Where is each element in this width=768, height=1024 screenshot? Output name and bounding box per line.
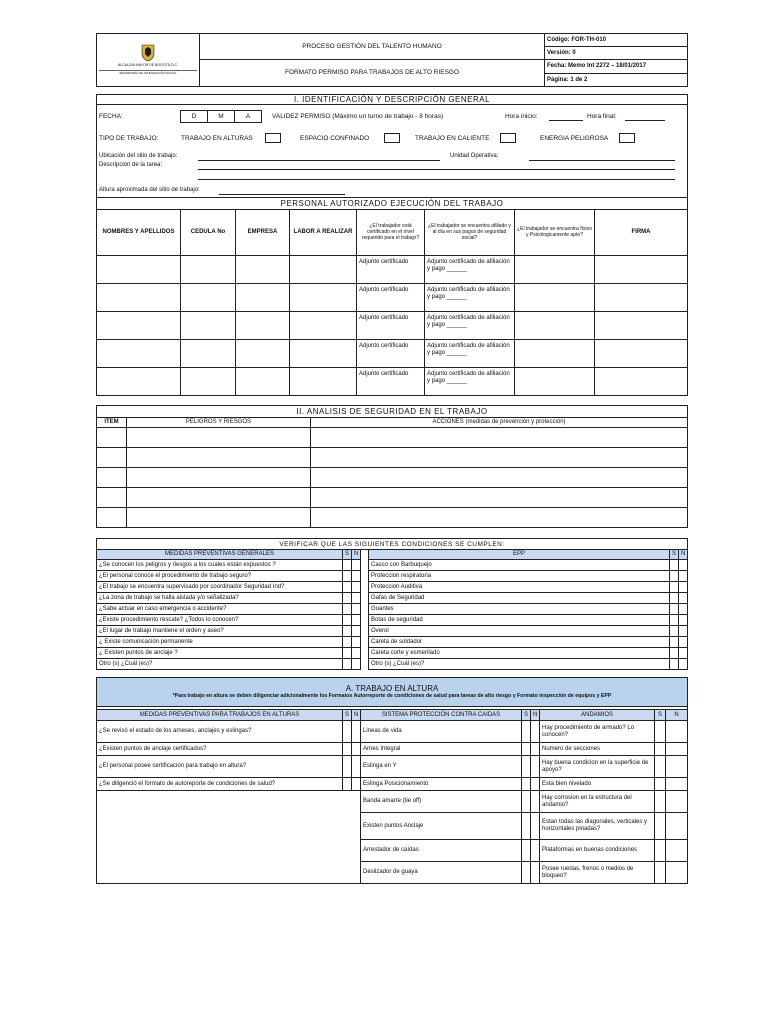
acciones-cell[interactable] [311,508,688,528]
s-check[interactable] [655,791,666,813]
form-page [96,33,688,898]
n-header: N [666,710,688,721]
section1-title: I. IDENTIFICACIÓN Y DESCRIPCIÓN GENERAL [96,94,688,105]
date-boxes[interactable] [180,110,262,123]
verify-row [97,604,688,615]
s-check[interactable] [522,743,531,756]
epp-item: Otro (s) ¿Cuál (es)? [369,659,670,670]
col-cedula: CEDULA No [181,210,236,256]
descripcion-field-2[interactable] [198,179,675,180]
n-check[interactable] [666,778,688,791]
s-check[interactable] [522,721,531,743]
n-check[interactable] [352,637,361,648]
s-check[interactable] [343,648,352,659]
medida-general: ¿La zona de trabajo se halla aislada y/o señalizada? [97,593,343,604]
n-header: N [678,550,687,560]
s-check[interactable] [343,721,352,743]
n-check[interactable] [352,582,361,593]
nombres-cell[interactable] [97,284,181,312]
certificado-cell[interactable]: Adjunto certificado [357,340,425,368]
afiliacion-cell[interactable]: Adjunto certificado de afiliación y pago ______ [425,368,515,396]
identification-block [96,105,688,197]
personal-table [96,197,688,396]
sistema-item: Arnes Integral [361,743,522,756]
validez-label: VALIDEZ PERMISO (Máximo un turno de trabajo - 8 horas) [272,113,444,120]
date-cell: Fecha: Memo Int 2272 – 18/01/2017 [545,60,688,74]
year-box[interactable]: A [245,113,251,120]
n-check[interactable] [666,743,688,756]
n-check[interactable] [352,648,361,659]
apto-cell[interactable] [515,368,595,396]
peligros-cell[interactable] [127,448,311,468]
s-check[interactable] [522,862,531,884]
item-cell[interactable] [97,488,127,508]
altura-medidas-header: MEDIDAS PREVENTIVAS PARA TRABAJOS EN ALTURAS [97,710,343,721]
item-cell[interactable] [97,508,127,528]
andamio-item: Hay buena condicion en la superficie de apoyo? [540,756,655,778]
s-check[interactable] [343,593,352,604]
certificado-cell[interactable]: Adjunto certificado [357,312,425,340]
hora-final-label: Hora final: [587,113,617,120]
apto-cell[interactable] [515,256,595,284]
afiliacion-cell[interactable]: Adjunto certificado de afiliación y pago ______ [425,256,515,284]
ubicacion-label: Ubicación del sitio de trabajo: [99,153,178,159]
n-check[interactable] [531,721,540,743]
n-check[interactable] [666,813,688,840]
n-check[interactable] [352,743,361,756]
altura-row [97,756,688,778]
col-labor: LABOR A REALIZAR [290,210,357,256]
verify-row [97,659,688,670]
version-cell: Versión: 0 [545,47,688,60]
medida-general: ¿ Existe comunicación permanente [97,637,343,648]
epp-item: Botas de seguridad [369,615,670,626]
altura-medida: ¿Existen puntos de anclaje certificados? [97,743,343,756]
n-check[interactable] [666,791,688,813]
energia-checkbox[interactable] [619,133,635,143]
n-check[interactable] [678,648,687,659]
certificado-cell[interactable]: Adjunto certificado [357,284,425,312]
descripcion-label: Descripción de la tarea: [99,162,163,168]
altura-table [96,677,688,884]
col-item: ITEM [97,418,127,428]
personal-row [97,312,688,340]
n-check[interactable] [678,615,687,626]
item-cell[interactable] [97,468,127,488]
certificado-cell[interactable]: Adjunto certificado [357,368,425,396]
analisis-row [97,508,688,528]
n-check[interactable] [531,743,540,756]
verify-row [97,571,688,582]
sistema-header: SISTEMA PROTECCIÓN CONTRA CAIDAS [361,710,522,721]
personal-title: PERSONAL AUTORIZADO EJECUCIÓN DEL TRABAJO [97,198,688,210]
section2-title: II. ANALISIS DE SEGURIDAD EN EL TRABAJO [97,406,688,418]
s-check[interactable] [669,648,678,659]
labor-cell[interactable] [290,312,357,340]
epp-item: Proteccion Auditiva [369,582,670,593]
epp-item: Careta de soldador [369,637,670,648]
s-check[interactable] [655,778,666,791]
cedula-cell[interactable] [181,340,236,368]
nombres-cell[interactable] [97,312,181,340]
format-title: FORMATO PERMISO PARA TRABAJOS DE ALTO RIESGO [200,60,545,87]
n-check[interactable] [531,862,540,884]
medidas-generales-header: MEDIDAS PREVENTIVAS GENERALES [97,550,343,560]
s-check[interactable] [343,659,352,670]
medida-general: ¿Se conocen los peligros y riesgos a los cuales están expuestos ? [97,560,343,571]
col-empresa: EMPRESA [236,210,290,256]
altura-label: Altura aproximada del sitio de trabajo: [99,187,200,193]
peligros-cell[interactable] [127,508,311,528]
s-check[interactable] [669,604,678,615]
medida-general: ¿Existe procedimiento rescate? ¿Todos lo conocen? [97,615,343,626]
afiliacion-cell[interactable]: Adjunto certificado de afiliación y pago ______ [425,284,515,312]
n-check[interactable] [531,813,540,840]
form-header [96,33,688,87]
peligros-cell[interactable] [127,428,311,448]
hora-inicio-field[interactable] [549,120,583,121]
s-check[interactable] [655,840,666,862]
s-check[interactable] [522,778,531,791]
n-check[interactable] [666,756,688,778]
n-check[interactable] [352,756,361,778]
n-check[interactable] [352,615,361,626]
altura-row [97,791,688,813]
empresa-cell[interactable] [236,256,290,284]
s-header: S [669,550,678,560]
epp-item: Proteccion respiratoria [369,571,670,582]
n-check[interactable] [531,778,540,791]
altura-title: A. TRABAJO EN ALTURA [345,684,439,694]
empresa-cell[interactable] [236,284,290,312]
n-check[interactable] [531,756,540,778]
col-certificado: ¿El trabajador está certificado en el nivel requerido para el trabajo? [357,210,425,256]
apto-cell[interactable] [515,312,595,340]
fecha-label: FECHA: [99,113,123,120]
analisis-row [97,468,688,488]
labor-cell[interactable] [290,256,357,284]
apto-cell[interactable] [515,340,595,368]
empresa-cell[interactable] [236,340,290,368]
s-check[interactable] [343,582,352,593]
peligros-cell[interactable] [127,468,311,488]
s-check[interactable] [522,791,531,813]
logo-cell [97,34,200,87]
code-cell: Código: FOR-TH-010 [545,34,688,47]
sistema-item: Deslizador de guaya [361,862,522,884]
personal-header-row [97,210,688,256]
col-acciones: ACCIONES (medidas de prevención y protección) [311,418,688,428]
n-check[interactable] [678,626,687,637]
sistema-item: Banda amarre (tie off) [361,791,522,813]
n-check[interactable] [531,791,540,813]
cedula-cell[interactable] [181,312,236,340]
unidad-field[interactable] [529,160,675,161]
n-header: N [352,550,361,560]
verify-row [97,560,688,571]
item-cell[interactable] [97,428,127,448]
hora-inicio-label: Hora inicio: [505,113,538,120]
afiliacion-cell[interactable]: Adjunto certificado de afiliación y pago ______ [425,312,515,340]
firma-cell[interactable] [595,312,688,340]
epp-item: Gafas de Seguridad [369,593,670,604]
s-check[interactable] [343,560,352,571]
descripcion-field-1[interactable] [198,169,675,170]
s-check[interactable] [655,743,666,756]
s-check[interactable] [343,571,352,582]
peligros-cell[interactable] [127,488,311,508]
personal-row [97,368,688,396]
n-check[interactable] [666,840,688,862]
analisis-table [96,405,688,528]
nombres-cell[interactable] [97,340,181,368]
labor-cell[interactable] [290,284,357,312]
medida-general: ¿El lugar de trabajo mantiene el orden y aseo? [97,626,343,637]
verify-row [97,582,688,593]
verify-row [97,593,688,604]
verify-row [97,626,688,637]
s-check[interactable] [343,743,352,756]
analisis-row [97,428,688,448]
n-check[interactable] [678,659,687,670]
col-apto: ¿El trabajador se encuentra físico y Psicologicamente apto? [515,210,595,256]
s-check[interactable] [522,756,531,778]
sistema-item: Eslinga en Y [361,756,522,778]
medida-general: Otro (s) ¿Cuál (es)? [97,659,343,670]
sistema-item: Existen puntos Anclaje [361,813,522,840]
sistema-item: Eslinga Posicionamiento [361,778,522,791]
apto-cell[interactable] [515,284,595,312]
cedula-cell[interactable] [181,284,236,312]
s-check[interactable] [669,593,678,604]
caliente-checkbox[interactable] [500,133,516,143]
epp-item: Casco con Barbuquejo [369,560,670,571]
afiliacion-cell[interactable]: Adjunto certificado de afiliación y pago ______ [425,340,515,368]
unidad-label: Unidad Operativa: [450,153,499,159]
nombres-cell[interactable] [97,368,181,396]
s-header: S [655,710,666,721]
n-check[interactable] [352,626,361,637]
n-check[interactable] [352,593,361,604]
s-check[interactable] [669,659,678,670]
altura-row [97,743,688,756]
personal-row [97,284,688,312]
acciones-cell[interactable] [311,468,688,488]
andamio-item: Hay corrosion en la estructura del andamio? [540,791,655,813]
altura-note: *Para trabajo en altura se deben diligenciar adicionalmente los Formatos Autorreporte de condiciones de salud para tareas de alto riesgo y Formato inspección de equipos y EPP [172,693,612,700]
andamio-item: Hay procedimiento de armado? Lo conocen? [540,721,655,743]
personal-row [97,340,688,368]
sistema-item: Lineas de vida [361,721,522,743]
col-afiliado: ¿El trabajador se encuentra afiliado y al día en sus pagos de seguridad social? [425,210,515,256]
n-check[interactable] [666,862,688,884]
altura-banner [97,678,688,707]
s-check[interactable] [343,604,352,615]
sistema-item: Arrestador de caídas [361,840,522,862]
s-check[interactable] [343,637,352,648]
logo-text: ALCALDÍA MAYOR DE BOGOTÁ D.C. [117,63,179,68]
s-check[interactable] [669,637,678,648]
acciones-cell[interactable] [311,428,688,448]
empresa-cell[interactable] [236,368,290,396]
verify-row [97,637,688,648]
s-check[interactable] [522,840,531,862]
n-check[interactable] [352,571,361,582]
col-firma: FIRMA [595,210,688,256]
col-peligros: PELIGROS Y RIESGOS [127,418,311,428]
n-check[interactable] [678,560,687,571]
alturas-label: TRABAJO EN ALTURAS [181,135,253,142]
s-check[interactable] [669,560,678,571]
altura-medida: ¿El personal posee certificación para trabajo en altura? [97,756,343,778]
personal-row [97,256,688,284]
n-check[interactable] [666,721,688,743]
ubicacion-field[interactable] [198,160,440,161]
andamio-item: Numero de secciones [540,743,655,756]
logo-sub: SECRETARÍA DE INTEGRACIÓN SOCIAL [99,70,197,75]
n-check[interactable] [352,560,361,571]
s-check[interactable] [669,615,678,626]
s-check[interactable] [522,813,531,840]
page-cell: Página: 1 de 2 [545,74,688,87]
n-check[interactable] [678,604,687,615]
altura-row [97,778,688,791]
medida-general: ¿Sabe actuar en caso emergencia o accidente? [97,604,343,615]
s-check[interactable] [655,813,666,840]
andamio-item: Esta bien nivelado [540,778,655,791]
s-check[interactable] [655,721,666,743]
n-check[interactable] [352,721,361,743]
acciones-cell[interactable] [311,448,688,468]
andamio-item: Plataformas en buenas condiciones [540,840,655,862]
n-check[interactable] [352,604,361,615]
empresa-cell[interactable] [236,312,290,340]
verify-row [97,648,688,659]
n-check[interactable] [678,582,687,593]
s-check[interactable] [343,778,352,791]
hora-final-field[interactable] [625,120,665,121]
firma-cell[interactable] [595,340,688,368]
epp-item: Guantes [369,604,670,615]
caliente-label: TRABAJO EN CALIENTE [415,135,490,142]
day-box[interactable]: D [181,111,208,122]
analisis-row [97,448,688,468]
altura-row [97,721,688,743]
bogota-shield-icon [140,44,156,62]
andamios-header: ANDAMIOS [540,710,655,721]
cedula-cell[interactable] [181,368,236,396]
medida-general: ¿ Existen puntos de anclaje ? [97,648,343,659]
s-header: S [343,710,352,721]
col-nombres: NOMBRES Y APELLIDOS [97,210,181,256]
n-check[interactable] [531,840,540,862]
cedula-cell[interactable] [181,256,236,284]
s-check[interactable] [669,571,678,582]
certificado-cell[interactable]: Adjunto certificado [357,256,425,284]
s-check[interactable] [669,582,678,593]
n-check[interactable] [352,778,361,791]
epp-item: Overol [369,626,670,637]
s-check[interactable] [669,626,678,637]
verify-table [96,538,688,670]
s-check[interactable] [655,756,666,778]
item-cell[interactable] [97,448,127,468]
s-check[interactable] [343,626,352,637]
n-check[interactable] [352,659,361,670]
firma-cell[interactable] [595,256,688,284]
s-header: S [343,550,352,560]
alturas-checkbox[interactable] [265,133,281,143]
medida-general: ¿El trabajo se encuentra supervisado por coordinador Seguridad Ind? [97,582,343,593]
month-box[interactable]: M [208,111,235,122]
altura-field[interactable] [219,194,345,195]
acciones-cell[interactable] [311,488,688,508]
n-header: N [352,710,361,721]
epp-item: Careta corte y esmerilado [369,648,670,659]
espacio-label: ESPACIO CONFINADO [300,135,370,142]
n-check[interactable] [678,637,687,648]
altura-medida: ¿Se revisó el estado de los arneses, anclajes y eslingas? [97,721,343,743]
verify-row [97,615,688,626]
andamio-item: Estan todas las diagonales, verticales y horizontales pinadas? [540,813,655,840]
n-check[interactable] [678,571,687,582]
s-check[interactable] [655,862,666,884]
s-check[interactable] [343,756,352,778]
medida-general: ¿El personal conoce el procedimiento de trabajo seguro? [97,571,343,582]
energia-label: ENERGIA PELIGROSA [540,135,609,142]
epp-header: EPP [369,550,670,560]
nombres-cell[interactable] [97,256,181,284]
firma-cell[interactable] [595,368,688,396]
tipo-label: TIPO DE TRABAJO: [99,135,159,142]
altura-blank-area [97,791,361,884]
verify-title: VERIFICAR QUE LAS SIGUIENTES CONDICIONES SE CUMPLEN: [97,539,688,550]
s-check[interactable] [343,615,352,626]
analisis-row [97,488,688,508]
altura-medida: ¿Se diligenció el formato de autoreporte de condiciones de salud? [97,778,343,791]
n-check[interactable] [678,593,687,604]
labor-cell[interactable] [290,368,357,396]
firma-cell[interactable] [595,284,688,312]
process-title: PROCESO GESTIÓN DEL TALENTO HUMANO [200,34,545,60]
n-header: N [531,710,540,721]
espacio-checkbox[interactable] [384,133,400,143]
andamio-item: Posee ruedas, frenos o medios de bloqueo? [540,862,655,884]
s-header: S [522,710,531,721]
labor-cell[interactable] [290,340,357,368]
